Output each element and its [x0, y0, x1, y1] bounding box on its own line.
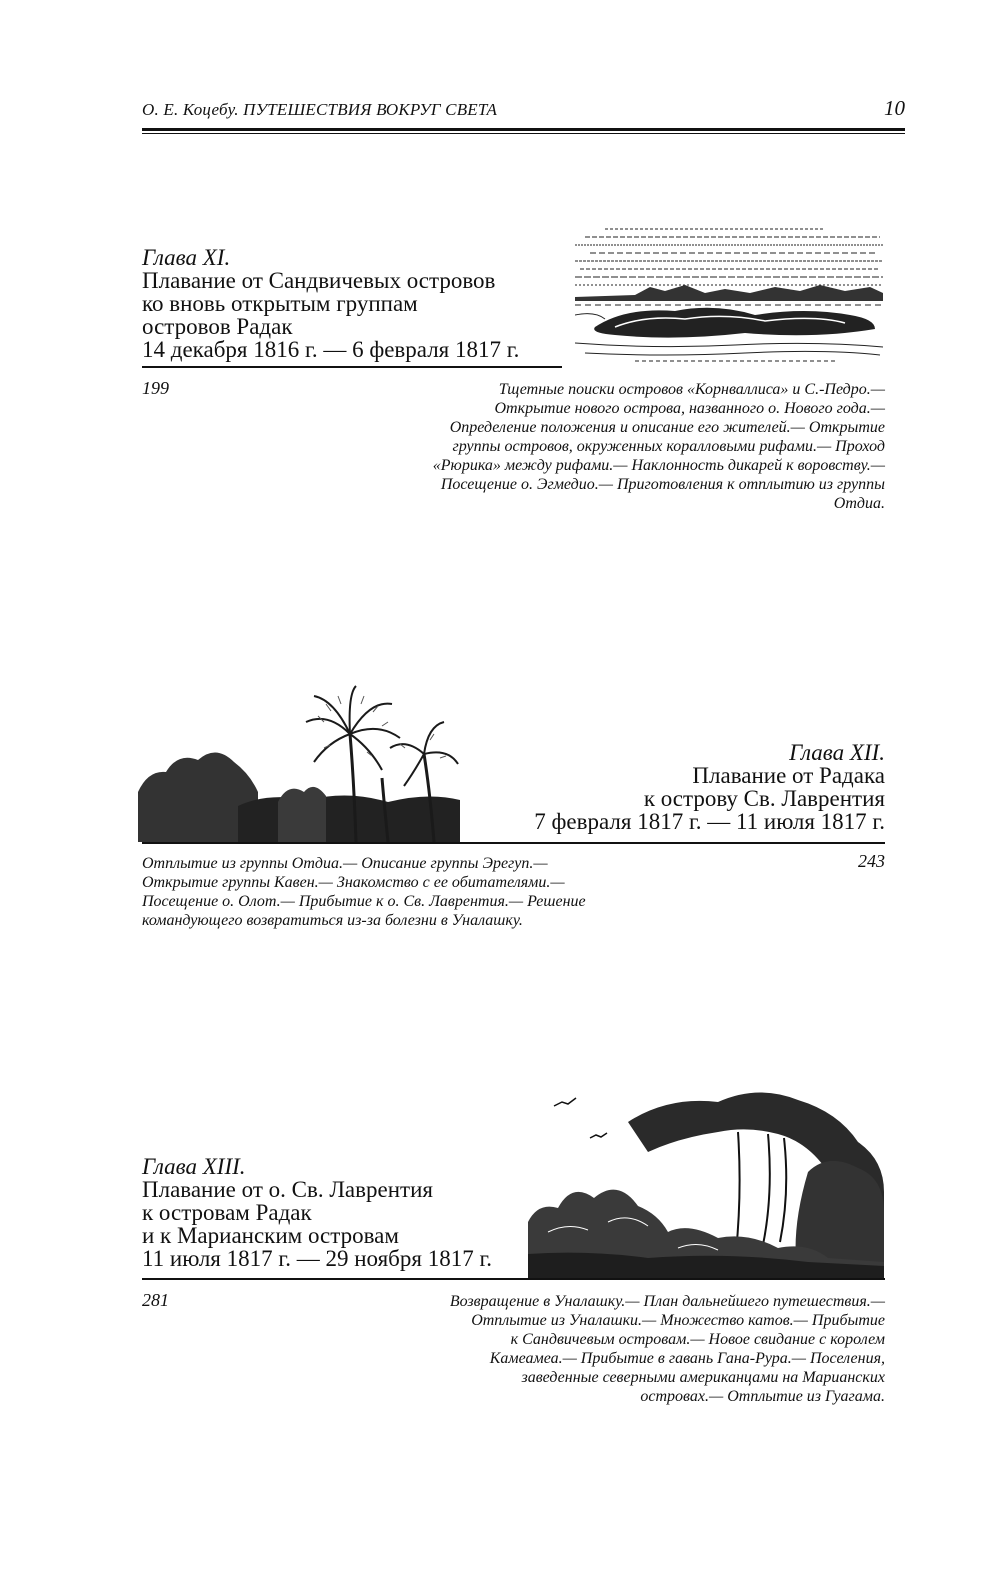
chapter-title-line: 11 июля 1817 г. — 29 ноября 1817 г. — [142, 1246, 493, 1271]
chapter-summary-line: Возвращение в Уналашку.— План дальнейшего путешествия.— — [449, 1293, 885, 1310]
chapter-title-line: и к Марианским островам — [142, 1223, 399, 1248]
chapter-title-line: ко вновь открытым группам — [142, 291, 418, 316]
chapter-summary-line: командующего возвратиться из-за болезни в Уналашку. — [142, 912, 523, 929]
chapter-summary-line: к Сандвичевым островам.— Новое свидание с королем — [510, 1331, 885, 1348]
chapter-rule — [142, 366, 562, 368]
header-rule — [142, 128, 905, 131]
chapter-summary-line: Определение положения и описание его жителей.— Открытие — [449, 419, 885, 436]
chapter-title-line: 14 декабря 1816 г. — 6 февраля 1817 г. — [142, 337, 520, 362]
chapter-start-page: 199 — [142, 378, 169, 398]
chapter-summary-line: Отплытие из группы Отдиа.— Описание группы Эрегуп.— — [142, 855, 548, 872]
running-title: О. Е. Коцебу. ПУТЕШЕСТВИЯ ВОКРУГ СВЕТА — [142, 100, 498, 119]
chapter-summary-line: заведенные северными американцами на Марианских — [521, 1369, 885, 1386]
chapter-summary-line: Камеамеа.— Прибытие в гавань Гана-Рура.— Поселения, — [489, 1350, 885, 1367]
chapter-summary-line: Посещение о. Эгмедио.— Приготовления к отплытию из группы — [440, 476, 885, 493]
header-rule-thin — [142, 133, 905, 134]
chapter-title-line: к островам Радак — [142, 1200, 312, 1225]
chapter-summary-line: Открытие группы Кавен.— Знакомство с ее обитателями.— — [142, 874, 565, 891]
chapter-label: Глава XI. — [142, 245, 231, 270]
chapter-title-line: к острову Св. Лаврентия — [643, 786, 885, 811]
island-engraving-vignette — [575, 215, 885, 365]
chapter-start-page: 281 — [142, 1290, 169, 1310]
chapter-summary-line: островах.— Отплытие из Гуагама. — [640, 1388, 885, 1405]
chapter-summary-line: Тщетные поиски островов «Корнваллиса» и С.-Педро.— — [498, 381, 885, 398]
chapter-summary-line: Посещение о. Олот.— Прибытие к о. Св. Лаврентия.— Решение — [142, 893, 586, 910]
chapter-title-line: островов Радак — [142, 314, 293, 339]
chapter-title-line: 7 февраля 1817 г. — 11 июля 1817 г. — [534, 809, 885, 834]
chapter-rule — [142, 1278, 885, 1280]
chapter-label: Глава XIII. — [142, 1154, 246, 1179]
jungle-engraving-vignette — [528, 1082, 886, 1282]
chapter-summary-line: Отплытие из Уналашки.— Множество катов.— Прибытие — [471, 1312, 885, 1329]
chapter-start-page: 243 — [858, 851, 885, 871]
chapter-label: Глава XII. — [789, 740, 885, 765]
chapter-summary-line: «Рюрика» между рифами.— Наклонность дикарей к воровству.— — [432, 457, 885, 474]
palm-forest-engraving-vignette — [138, 682, 460, 844]
chapter-summary-line: Отдиа. — [833, 495, 885, 512]
running-header — [142, 96, 905, 130]
page-number: 10 — [884, 96, 905, 120]
chapter-title-line: Плавание от Радака — [692, 763, 885, 788]
chapter-summary-line: группы островов, окруженных коралловыми рифами.— Проход — [452, 438, 885, 455]
chapter-summary-line: Открытие нового острова, названного о. Нового года.— — [494, 400, 885, 417]
chapter-rule — [142, 842, 885, 844]
chapter-title-line: Плавание от о. Св. Лаврентия — [142, 1177, 433, 1202]
chapter-title-line: Плавание от Сандвичевых островов — [142, 268, 496, 293]
